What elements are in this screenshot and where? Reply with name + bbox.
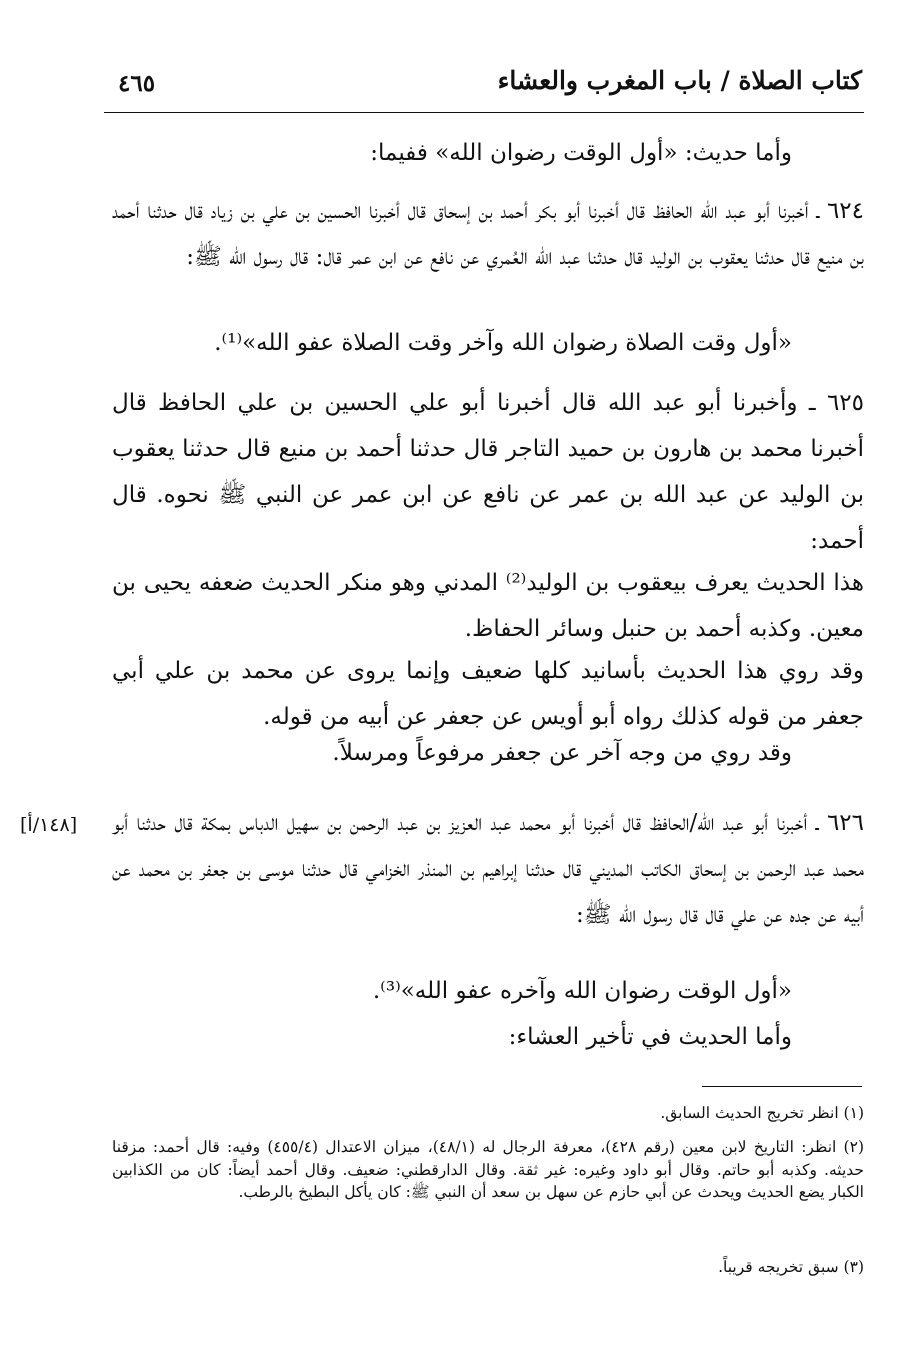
comment-paragraph-2: وقد روي هذا الحديث بأسانيد كلها ضعيف وإنما يروى عن محمد بن علي أبي جعفر من قوله كذلك رواه أبو أويس عن جعفر عن أبيه من قوله.	[112, 658, 864, 730]
comment-paragraph-3: وقد روي من وجه آخر عن جعفر مرفوعاً ومرسلاً.	[332, 740, 792, 766]
running-title: كتاب الصلاة / باب المغرب والعشاء	[497, 66, 862, 95]
closing-line: وأما الحديث في تأخير العشاء:	[508, 1024, 792, 1050]
comment-paragraph-1: هذا الحديث يعرف بيعقوب بن الوليد⁽²⁾ المدني وهو منكر الحديث ضعفه يحيى بن معين. وكذبه أحمد بن حنبل وسائر الحفاظ.	[112, 570, 864, 642]
page-number: ٤٦٥	[118, 70, 156, 97]
footnote-3: (٣) سبق تخريجه قريباً.	[718, 1258, 864, 1276]
footnote-divider	[702, 1086, 862, 1087]
footnote-2: (٢) انظر: التاريخ لابن معين (رقم ٤٢٨)، معرفة الرجال له (٤٨/١)، ميزان الاعتدال (٤٥٥/٤) وفيه: قال أحمد: مزقنا حديثه. وكذبه أبو حاتم. وقال أبو داود وغيره: غير ثقة. وقال الدارقطني: ضعيف. وقال أحمد أيضاً: كان من الكذابين الكبار يضع الحديث ويحدث عن أبي حازم عن سهل بن سعد أن النبي ﷺ: كان يأكل البطيخ بالرطب.	[112, 1138, 864, 1201]
hadith-626: ٦٢٦ ـ أخبرنا أبو عبد الله/الحافظ قال أخبرنا أبو محمد عبد العزيز بن عبد الرحمن بن سهيل الدباس بمكة قال حدثنا أبو محمد عبد الرحمن بن إسحاق الكاتب المديني قال حدثنا إبراهيم بن المنذر الخزامي قال حدثنا موسى بن جعفر بن محمد عن أبيه عن جده عن علي قال قال رسول الله ﷺ:	[112, 810, 864, 928]
manuscript-folio-mark: [١٤٨/أ]	[20, 814, 78, 836]
footnote-1: (١) انظر تخريج الحديث السابق.	[660, 1104, 864, 1122]
header-divider	[104, 112, 864, 113]
hadith-624-text: «أول وقت الصلاة رضوان الله وآخر وقت الصلاة عفو الله»⁽¹⁾.	[214, 330, 792, 356]
intro-line: وأما حديث: «أول الوقت رضوان الله» ففيما:	[370, 140, 792, 166]
hadith-626-text: «أول الوقت رضوان الله وآخره عفو الله»⁽³⁾.	[372, 978, 792, 1004]
hadith-624: ٦٢٤ ـ أخبرنا أبو عبد الله الحافظ قال أخبرنا أبو بكر أحمد بن إسحاق قال أخبرنا الحسين بن علي بن زياد قال حدثنا أحمد بن منيع قال حدثنا يعقوب بن الوليد قال حدثنا عبد الله العُمري عن نافع عن ابن عمر قال: قال رسول الله ﷺ:	[112, 198, 864, 270]
hadith-625: ٦٢٥ ـ وأخبرنا أبو عبد الله قال أخبرنا أبو علي الحسين بن علي الحافظ قال أخبرنا محمد بن هارون بن حميد التاجر قال حدثنا أحمد بن منيع قال حدثنا يعقوب بن الوليد عن عبد الله بن عمر عن نافع عن ابن عمر عن النبي ﷺ نحوه. قال أحمد:	[112, 390, 864, 554]
